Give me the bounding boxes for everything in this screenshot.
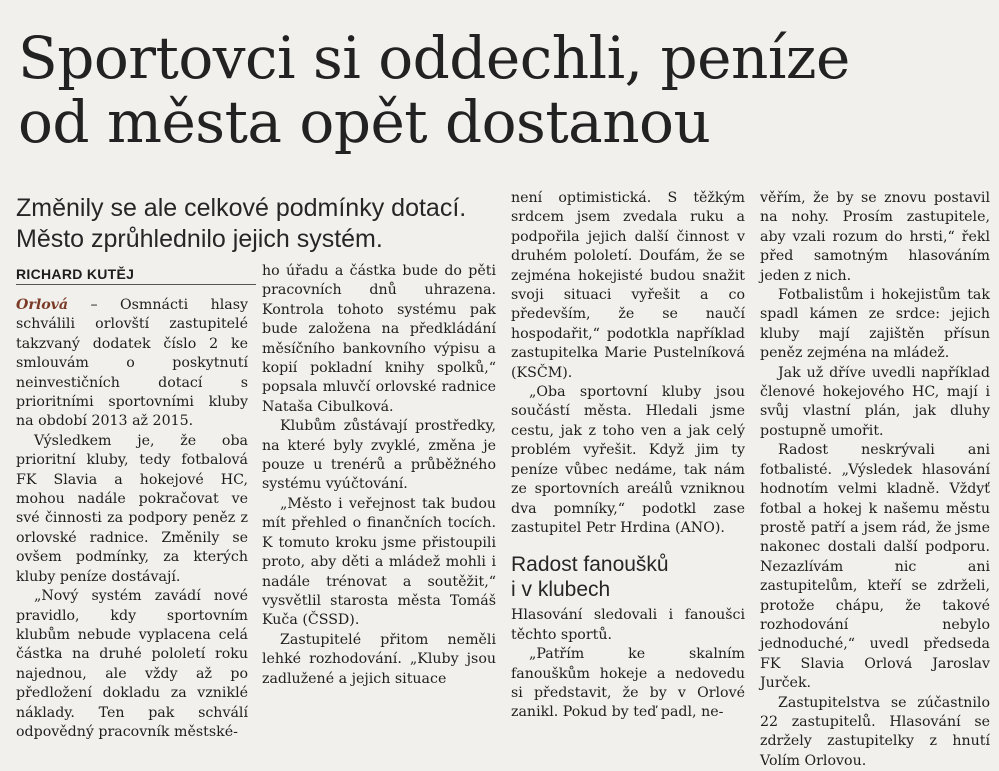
paragraph: Zastupitelé přitom neměli lehké rozhodování. „Kluby jsou zadlužené a jejich situace bbox=[262, 631, 496, 687]
dateline-place: Orlová bbox=[16, 297, 69, 313]
column-1 bbox=[16, 296, 248, 742]
paragraph: „Město i veřejnost tak budou mít přehled o finančních tocích. K tomuto kroku jsme přistoupili proto, aby děti a mládež mohli i nadále trénovat a soutěžit,“ vysvětlil starosta města Tomáš Kuča (ČSSD). bbox=[262, 495, 496, 629]
paragraph: není optimistická. S těžkým srdcem jsem zvedala ruku a podpořila jejich další činnost v druhém pololetí. Doufám, že se zejména hokejisté budou snažit svoji situaci vyřešit a co především, že se naučí hospodařit,“ podotkla například zastupitelka Marie Pustelníková (KSČM). bbox=[511, 190, 745, 381]
paragraph bbox=[16, 296, 248, 432]
paragraph: Radost neskrývali ani fotbalisté. „Výsledek hlasování hodnotím velmi kladně. Vždyť fotbal a hokej k našemu městu prostě patří a jsem rád, že jsme nakonec dostali další podporu. Nezazlívám nic ani zastupitelům, kteří se zdrželi, protože chápu, že takové rozhodování nebylo jednoduché,“ uvedl předseda FK Slavia Orlová Jaroslav Jurček. bbox=[760, 442, 990, 692]
section-subtitle-line-1: Radost fanoušků bbox=[511, 553, 669, 577]
paragraph: „Oba sportovní kluby jsou součástí města. Hledali jsme cestu, jak z toho ven a jak celý problém vyřešit. Když jim ty peníze vůbec nedáme, tak nám ze sportovních areálů vzniknou dva pomníky,“ podotkl zase zastupitel Petr Hrdina (ANO). bbox=[511, 384, 745, 536]
paragraph-text: – Osmnácti hlasy schválili orlovští zastupitelé takzvaný dodatek číslo 2 ke smlouvám o poskytnutí neinvestičních dotací s prioritními sportovními kluby na období 2013 až 2015. bbox=[16, 297, 248, 430]
section-subtitle bbox=[511, 552, 745, 602]
column-2 bbox=[262, 262, 496, 689]
paragraph: „Patřím ke skalním fanouškům hokeje a nedovedu si představit, že by v Orlové zanikl. Pokud by teď padl, ne- bbox=[511, 646, 745, 721]
section-subtitle-line-2: i v klubech bbox=[511, 578, 611, 602]
subheadline-line-2: Město zprůhlednilo jejich systém. bbox=[16, 225, 383, 253]
author-byline: RICHARD KUTĚJ bbox=[16, 266, 256, 285]
paragraph: Výsledkem je, že oba prioritní kluby, tedy fotbalová FK Slavia a hokejové HC, mohou nadále pokračovat ve své činnosti za podpory peněz z orlovské radnice. Změnily se ovšem podmínky, za kterých kluby peníze dostávají. bbox=[16, 432, 248, 585]
headline-line-2: od města opět dostanou bbox=[18, 88, 711, 156]
paragraph: Zastupitelstva se zúčastnilo 22 zastupitelů. Hlasování se zdržely zastupitelky z hnutí Volím Orlovou. bbox=[760, 694, 990, 769]
subheadline-line-1: Změnily se ale celkové podmínky dotací. bbox=[16, 194, 467, 222]
paragraph: Jak už dříve uvedli například členové hokejového HC, mají i svůj vlastní plán, jak dluhy postupně umořit. bbox=[760, 364, 990, 439]
column-4 bbox=[760, 189, 990, 771]
subheadline bbox=[16, 193, 506, 255]
headline bbox=[18, 26, 988, 154]
paragraph: Hlasování sledovali i fanoušci těchto sportů. bbox=[511, 607, 745, 643]
headline-line-1: Sportovci si oddechli, peníze bbox=[18, 24, 850, 92]
paragraph: věřím, že by se znovu postavil na nohy. Prosím zastupitele, aby vzali rozum do hrsti,“ řekl před samotným hlasováním jeden z nich. bbox=[760, 190, 990, 284]
paragraph: Fotbalistům i hokejistům tak spadl kámen ze srdce: jejich kluby mají zajištěn přísun peněz zejména na mládež. bbox=[760, 287, 990, 362]
paragraph: Klubům zůstávají prostředky, na které byly zvyklé, změna je pouze u trenérů a průběžného systému vyúčtování. bbox=[262, 418, 496, 493]
paragraph: ho úřadu a částka bude do pěti pracovních dnů uhrazena. Kontrola tohoto systému pak bude založena na předkládání měsíčního bankovního výpisu a kopií pokladní knihy spolků,“ popsala mluvčí orlovské radnice Nataša Cibulková. bbox=[262, 263, 496, 415]
paragraph: „Nový systém zavádí nové pravidlo, kdy sportovním klubům nebude vyplacena celá částka na druhé pololetí roku najednou, ale vždy až po předložení dokladu za vzniklé náklady. Ten pak schválí odpovědný pracovník městské- bbox=[16, 588, 248, 740]
column-3 bbox=[511, 189, 745, 723]
